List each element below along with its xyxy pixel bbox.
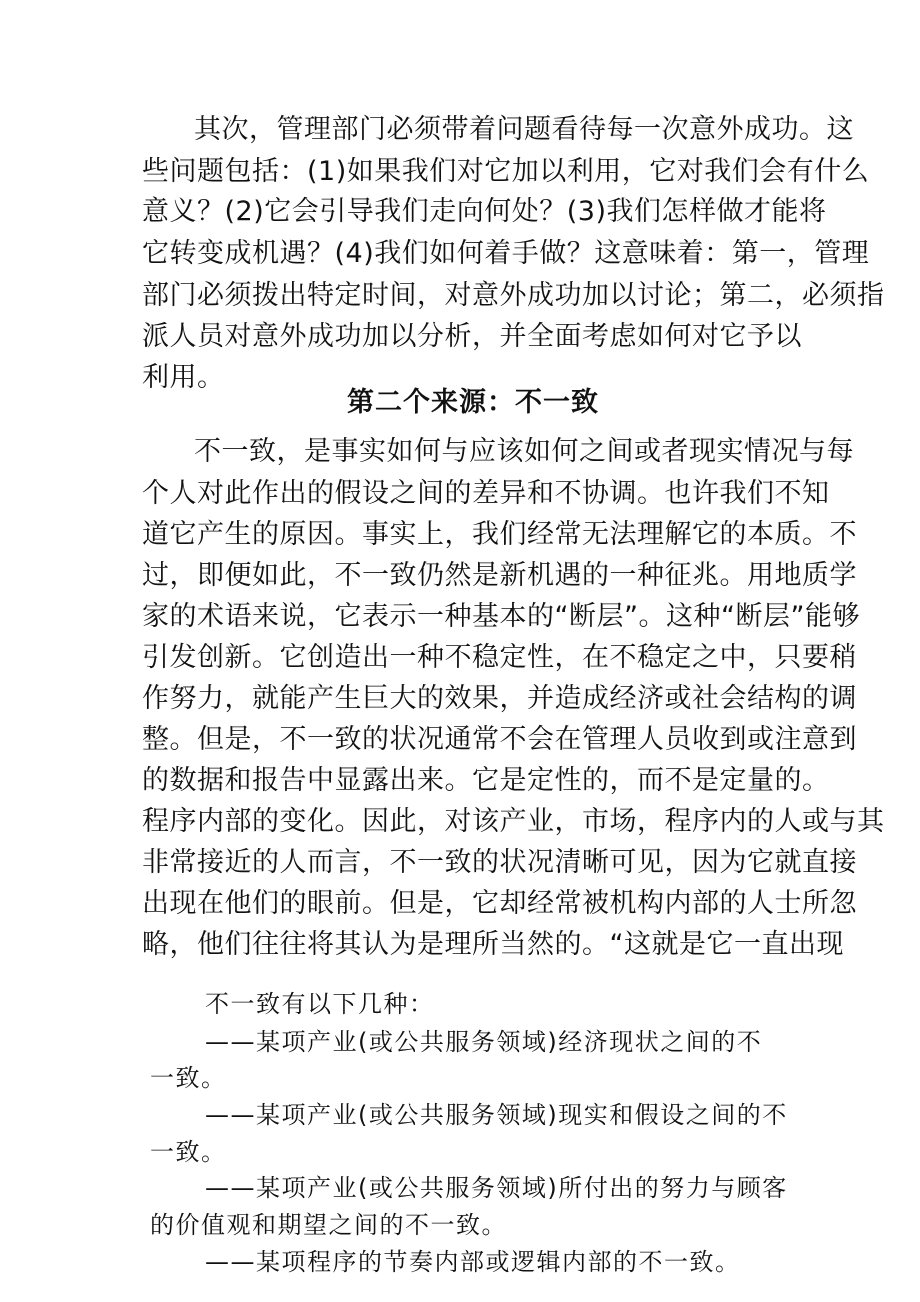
paragraph2-line-2: 个人对此作出的假设之间的差异和不协调。也许我们不知	[142, 478, 830, 509]
paragraph1-line-6: 派人员对意外成功加以分析，并全面考虑如何对它予以	[142, 321, 802, 352]
paragraph2-line-1: 不一致，是事实如何与应该如何之间或者现实情况与每	[194, 436, 854, 467]
section-heading: 第二个来源：不一致	[347, 387, 599, 418]
list-item-3-line-1: ——某项产业(或公共服务领域)所付出的努力与顾客	[205, 1174, 788, 1202]
paragraph2-line-8: 整。但是，不一致的状况通常不会在管理人员收到或注意到	[142, 724, 857, 755]
paragraph2-line-6: 引发创新。它创造出一种不稳定性，在不稳定之中，只要稍	[142, 642, 857, 673]
list-item-2-line-2: 一致。	[150, 1138, 227, 1166]
paragraph3-line-4: 略，他们往往将其认为是理所当然的。“这就是它一直出现	[142, 929, 844, 960]
paragraph1-line-5: 部门必须拨出特定时间，对意外成功加以讨论；第二，必须指	[142, 280, 885, 311]
paragraph2-line-5: 家的术语来说，它表示一种基本的“断层”。这种“断层”能够	[142, 601, 860, 632]
paragraph1-line-2: 些问题包括：(1)如果我们对它加以利用，它对我们会有什么	[142, 156, 870, 187]
paragraph3-line-1: 程序内部的变化。因此，对该产业，市场，程序内的人或与其	[142, 806, 885, 837]
list-intro: 不一致有以下几种：	[205, 990, 435, 1018]
paragraph1-line-4: 它转变成机遇？(4)我们如何着手做？这意味着：第一，管理	[142, 238, 870, 269]
paragraph2-line-3: 道它产生的原因。事实上，我们经常无法理解它的本质。不	[142, 519, 857, 550]
list-item-1-line-1: ——某项产业(或公共服务领域)经济现状之间的不	[205, 1028, 763, 1056]
paragraph2-line-7: 作努力，就能产生巨大的效果，并造成经济或社会结构的调	[142, 683, 857, 714]
paragraph3-line-2: 非常接近的人而言，不一致的状况清晰可见，因为它就直接	[142, 847, 857, 878]
list-item-3-line-2: 的价值观和期望之间的不一致。	[150, 1211, 507, 1239]
paragraph2-line-9: 的数据和报告中显露出来。它是定性的，而不是定量的。	[142, 765, 830, 796]
paragraph3-line-3: 出现在他们的眼前。但是，它却经常被机构内部的人士所忽	[142, 888, 857, 919]
paragraph2-line-4: 过，即便如此，不一致仍然是新机遇的一种征兆。用地质学	[142, 560, 857, 591]
paragraph1-line-3: 意义？(2)它会引导我们走向何处？(3)我们怎样做才能将	[142, 196, 827, 227]
list-item-2-line-1: ——某项产业(或公共服务领域)现实和假设之间的不	[205, 1101, 788, 1129]
paragraph1-line-7: 利用。	[142, 362, 225, 393]
list-item-4-line-1: ——某项程序的节奏内部或逻辑内部的不一致。	[205, 1248, 741, 1276]
paragraph1-line-1: 其次，管理部门必须带着问题看待每一次意外成功。这	[194, 114, 854, 145]
list-item-1-line-2: 一致。	[150, 1064, 227, 1092]
